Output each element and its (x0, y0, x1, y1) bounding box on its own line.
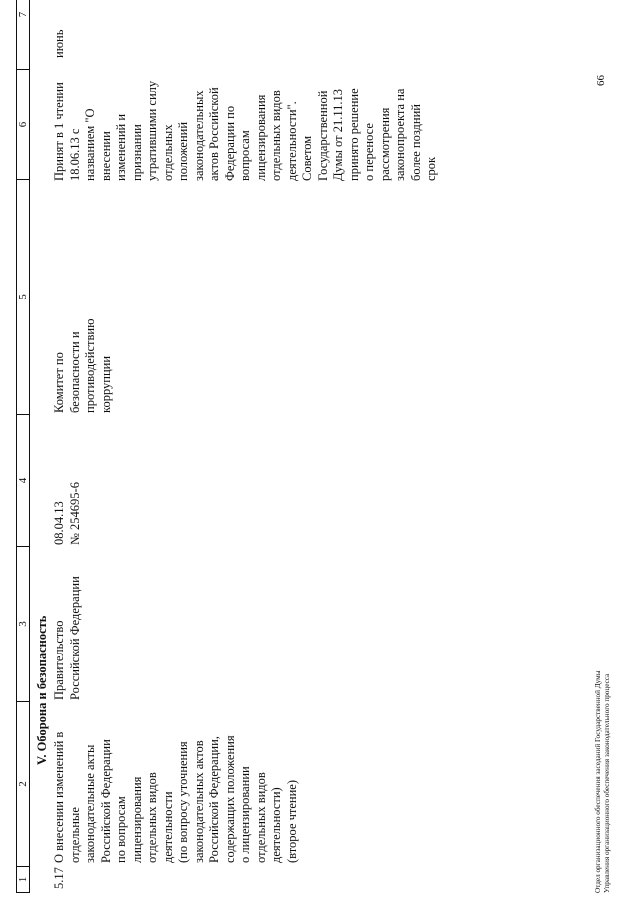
note-line: законопроекта на (393, 88, 407, 181)
responsible-committee (52, 319, 114, 413)
bill-name-line: деятельности) (269, 787, 283, 863)
note-line: срок (424, 156, 438, 181)
note-line: вопросам (238, 130, 252, 181)
note-line: Думы от 21.11.13 (331, 88, 345, 181)
note-line: Федерации по (222, 105, 237, 181)
column-header-1: 1 (17, 867, 30, 893)
bill-author (52, 576, 83, 700)
bill-author-line: Российской Федерации (67, 576, 82, 700)
note-line: отдельных (160, 124, 175, 181)
note-line: о переносе (362, 123, 376, 181)
column-header-5: 5 (17, 180, 30, 415)
column-number-header (16, 0, 30, 893)
status-note (52, 81, 440, 181)
column-header-3: 3 (17, 547, 30, 702)
note-line: внесении (98, 131, 113, 181)
bill-name-line: лицензирования (129, 776, 144, 863)
note-line: более поздний (408, 104, 423, 181)
note-line: признании (129, 124, 144, 181)
bill-date-number (52, 482, 83, 545)
note-line: Принят в 1 чтении (52, 82, 66, 181)
bill-name-line: законодательные акты (83, 744, 97, 863)
bill-date: 08.04.13 (52, 501, 66, 545)
note-line: Советом (300, 135, 314, 181)
bill-name-line: по вопросам (114, 796, 128, 863)
column-header-7: 7 (17, 0, 30, 70)
note-line: лицензирования (253, 94, 268, 181)
note-line: названием "О (83, 108, 97, 181)
note-line: рассмотрения (377, 107, 392, 181)
rotated-document-page (12, 13, 612, 893)
note-line: отдельных видов (269, 90, 283, 181)
section-title: V. Оборона и безопасность (35, 615, 49, 765)
note-line: положений (176, 121, 190, 181)
bill-name-line: отдельных видов (145, 772, 159, 863)
committee-line: противодействию (83, 318, 97, 413)
bill-name-line: Российской Федерации (98, 739, 113, 863)
planned-month: июнь (52, 29, 66, 58)
committee-line: безопасности и (67, 331, 82, 413)
bill-name-line: отдельные (67, 807, 82, 863)
bill-name-line: (по вопросу уточнения (176, 741, 190, 863)
note-line: законодательных (191, 90, 206, 181)
page-number: 66 (595, 75, 607, 86)
bill-name-line: О внесении изменений в (52, 731, 66, 863)
note-line: деятельности". (284, 101, 299, 181)
note-line: Государственной (315, 90, 330, 181)
note-line: 18.06.13 с (67, 128, 82, 181)
bill-name-line: законодательных актов (191, 740, 206, 863)
bill-name-line: (второе чтение) (284, 779, 299, 863)
committee-line: Комитет по (52, 352, 66, 413)
note-line: актов Российской (207, 87, 221, 181)
column-header-6: 6 (17, 70, 30, 180)
bill-name (52, 732, 300, 863)
note-line: принято решение (346, 88, 361, 181)
row-number: 5.17 (52, 867, 66, 889)
footer-line-2: Управления организационного обеспечения законодательного процесса (603, 673, 611, 893)
bill-author-line: Правительство (52, 620, 66, 700)
bill-name-line: содержащих положения (222, 735, 237, 863)
bill-name-line: отдельных видов (253, 772, 268, 863)
column-header-2: 2 (17, 702, 30, 867)
bill-name-line: деятельности (160, 791, 175, 863)
footer-line-1: Отдел организационного обеспечения заседаний Государственной Думы (594, 670, 602, 893)
bill-number: № 254695-6 (67, 482, 82, 545)
note-line: утратившими силу (145, 80, 159, 181)
footer (594, 670, 612, 893)
bill-name-line: о лицензировании (238, 766, 252, 863)
bill-name-line: Российской Федерации, (207, 736, 221, 863)
note-line: изменений и (114, 113, 128, 181)
column-header-4: 4 (17, 415, 30, 547)
committee-line: коррупции (98, 355, 113, 413)
